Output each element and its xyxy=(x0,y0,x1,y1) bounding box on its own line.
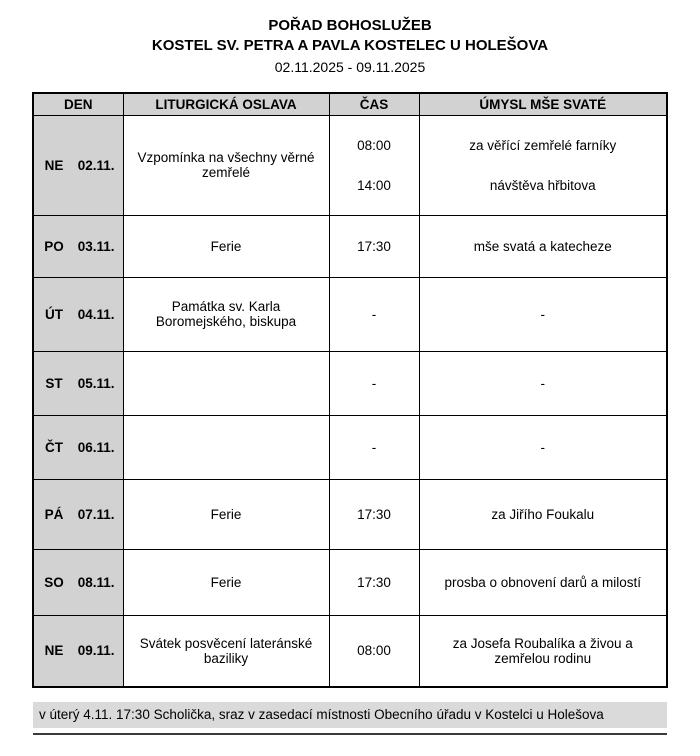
oslava-cell: Ferie xyxy=(123,215,329,277)
umysl-cell: - xyxy=(419,415,667,479)
cas-cell: 17:30 xyxy=(329,215,419,277)
den-cell xyxy=(33,215,123,277)
umysl-cell: za Jiřího Foukalu xyxy=(419,479,667,549)
day-date: 09.11. xyxy=(77,643,115,659)
oslava-cell: Vzpomínka na všechny věrné zemřelé xyxy=(123,115,329,215)
title-block xyxy=(0,16,700,76)
cas-cell: - xyxy=(329,351,419,415)
table-row xyxy=(33,115,667,215)
intention-value: návštěva hřbitova xyxy=(489,177,596,193)
oslava-cell xyxy=(123,415,329,479)
den-cell xyxy=(33,415,123,479)
header-row xyxy=(33,93,667,115)
header-liturgicka-oslava: LITURGICKÁ OSLAVA xyxy=(123,93,329,115)
umysl-cell: mše svatá a katecheze xyxy=(419,215,667,277)
table-row xyxy=(33,549,667,615)
day-date: 08.11. xyxy=(77,574,115,590)
cas-cell xyxy=(329,115,419,215)
den-cell xyxy=(33,615,123,687)
table-row xyxy=(33,277,667,351)
day-abbrev: NE xyxy=(44,643,64,659)
den-cell xyxy=(33,549,123,615)
den-cell xyxy=(33,479,123,549)
day-date: 03.11. xyxy=(77,238,115,254)
day-date: 02.11. xyxy=(77,157,115,173)
cas-cell: - xyxy=(329,277,419,351)
table-row xyxy=(33,351,667,415)
footer-note: v úterý 4.11. 17:30 Scholička, sraz v zasedací místnosti Obecního úřadu v Kostelci u Holešova xyxy=(33,702,667,728)
day-abbrev: ČT xyxy=(44,439,63,455)
header-den: DEN xyxy=(33,93,123,115)
bottom-rule xyxy=(33,733,667,735)
day-abbrev: SO xyxy=(44,574,64,590)
oslava-cell: Ferie xyxy=(123,479,329,549)
day-abbrev: PO xyxy=(44,238,64,254)
schedule-table xyxy=(32,92,668,688)
table-row xyxy=(33,615,667,687)
cas-cell: 17:30 xyxy=(329,549,419,615)
oslava-cell: Svátek posvěcení lateránské baziliky xyxy=(123,615,329,687)
oslava-cell: Památka sv. Karla Boromejského, biskupa xyxy=(123,277,329,351)
cas-cell: 08:00 xyxy=(329,615,419,687)
day-abbrev: ST xyxy=(45,375,63,391)
cas-cell: - xyxy=(329,415,419,479)
day-abbrev: PÁ xyxy=(44,506,64,522)
day-date: 06.11. xyxy=(77,439,115,455)
umysl-cell xyxy=(419,115,667,215)
header-cas: ČAS xyxy=(329,93,419,115)
day-date: 04.11. xyxy=(77,306,115,322)
den-cell xyxy=(33,351,123,415)
den-cell xyxy=(33,115,123,215)
time-value: 08:00 xyxy=(357,137,391,153)
oslava-cell xyxy=(123,351,329,415)
table-row xyxy=(33,215,667,277)
table-row xyxy=(33,479,667,549)
time-value: 14:00 xyxy=(357,177,391,193)
day-abbrev: ÚT xyxy=(44,306,63,322)
church-name: KOSTEL SV. PETRA A PAVLA KOSTELEC U HOLEŠOVA xyxy=(151,36,549,54)
day-date: 05.11. xyxy=(77,375,115,391)
intention-value: za věřící zemřelé farníky xyxy=(469,137,617,153)
header-umysl: ÚMYSL MŠE SVATÉ xyxy=(419,93,667,115)
document-title: POŘAD BOHOSLUŽEB xyxy=(268,17,432,34)
day-abbrev: NE xyxy=(44,157,64,173)
umysl-cell: za Josefa Roubalíka a živou a zemřelou rodinu xyxy=(419,615,667,687)
cas-cell: 17:30 xyxy=(329,479,419,549)
table-row xyxy=(33,415,667,479)
umysl-cell: - xyxy=(419,351,667,415)
umysl-cell: - xyxy=(419,277,667,351)
date-range: 02.11.2025 - 09.11.2025 xyxy=(274,59,426,75)
den-cell xyxy=(33,277,123,351)
day-date: 07.11. xyxy=(77,506,115,522)
oslava-cell: Ferie xyxy=(123,549,329,615)
umysl-cell: prosba o obnovení darů a milostí xyxy=(419,549,667,615)
